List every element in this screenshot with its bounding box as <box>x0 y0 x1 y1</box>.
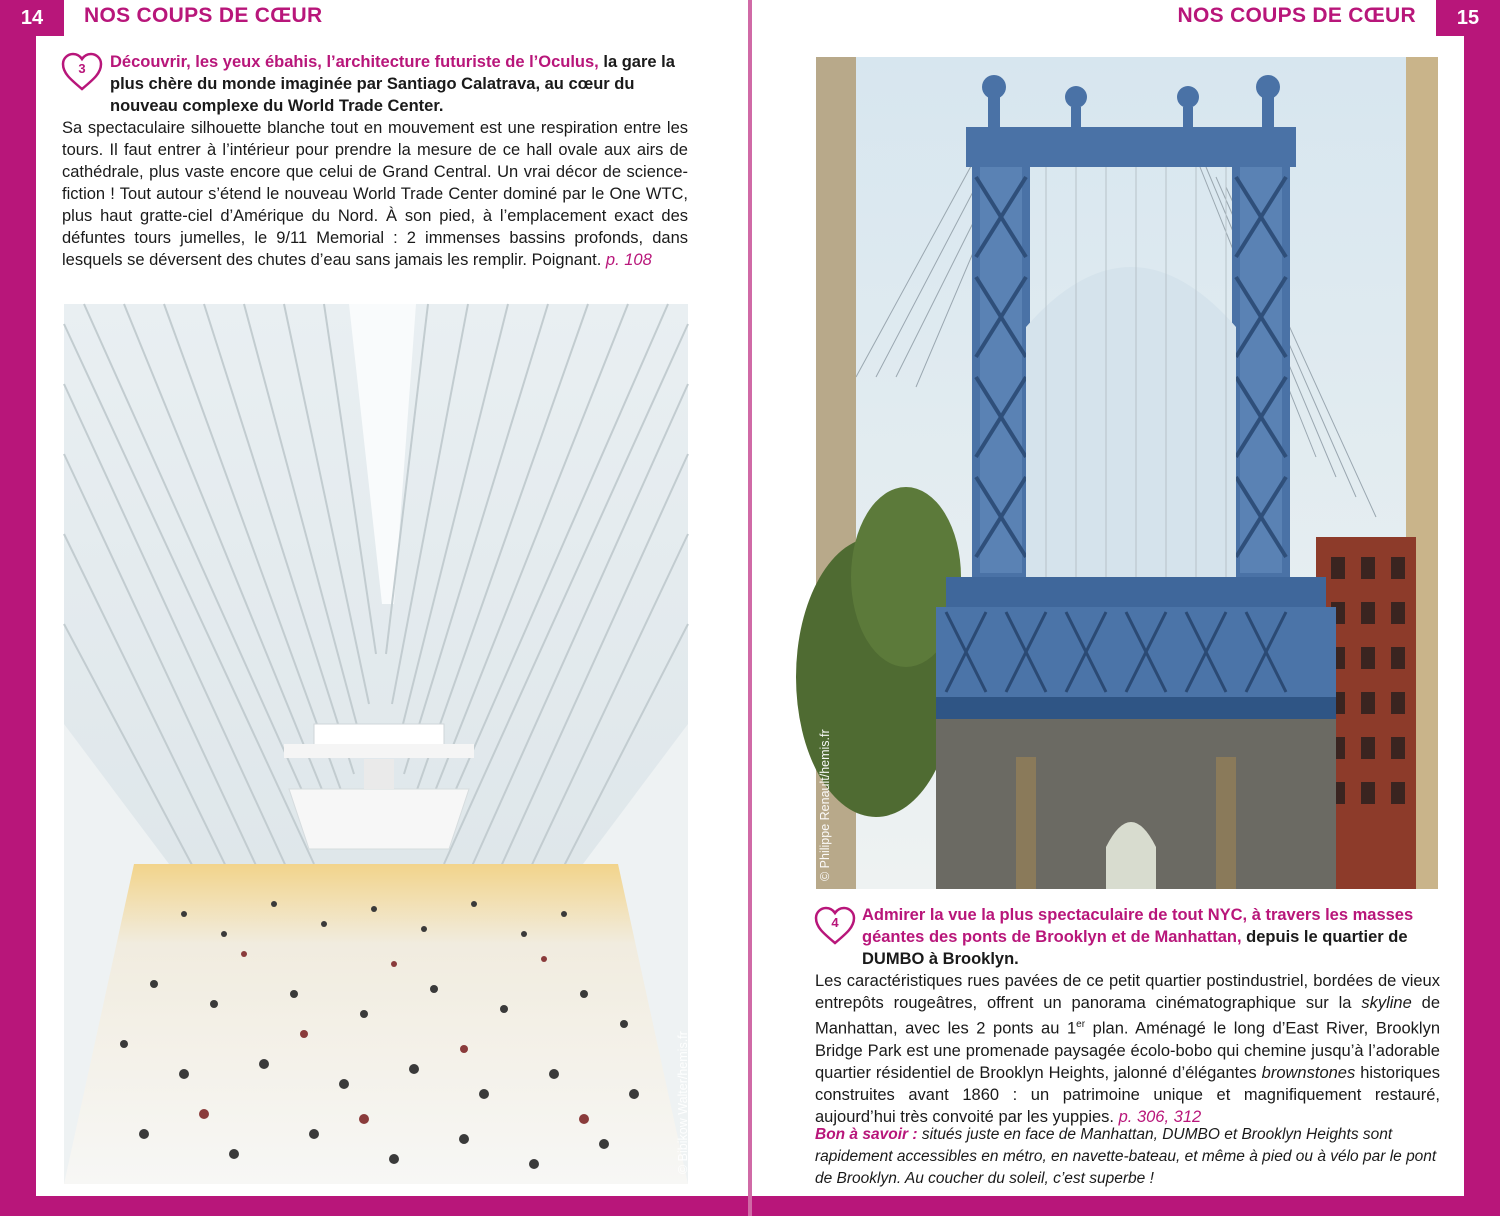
heart-number-icon <box>813 904 857 948</box>
tip-text: situés juste en face de Manhattan, DUMBO et Brooklyn Heights sont rapidement accessibles en métro, en navette-bateau, et même à pied ou à vélo par le pont de Brooklyn. Au coucher du soleil, c’est superbe ! <box>815 1126 1437 1187</box>
item-number-3: 3 <box>78 61 86 76</box>
item-4-body-brownstones: brownstones <box>1261 1063 1356 1082</box>
item-4-body-part-1: Les caractéristiques rues pavées de ce petit quartier postindustriel, bordées de vieux entrepôts rougeâtres, offrent un panorama cinématographique sur la <box>815 972 1440 1012</box>
tip-label: Bon à savoir : <box>815 1126 918 1143</box>
bridge-illustration <box>816 57 1438 889</box>
item-3-lead-highlight: Découvrir, les yeux ébahis, l’architecture futuriste de l’Oculus, <box>110 53 599 71</box>
item-3-body <box>62 117 688 271</box>
right-border <box>1464 0 1500 1216</box>
running-header-left: NOS COUPS DE CŒUR <box>84 4 323 27</box>
page-number-left: 14 <box>0 0 64 36</box>
item-number-4: 4 <box>831 915 839 930</box>
photo-credit-right: © Philippe Renault/hemis.fr <box>818 729 832 881</box>
oculus-photo <box>64 304 688 1184</box>
page-number-right: 15 <box>1436 0 1500 36</box>
oculus-illustration <box>64 304 688 1184</box>
item-3-lead <box>110 51 690 117</box>
manhattan-bridge-photo <box>816 57 1438 889</box>
heart-number-icon <box>60 50 104 94</box>
item-4-body-part-4: historiques construites avant 1860 : un patrimoine unique et magnifiquement restauré, aujourd’hui très convoité par les yuppies. <box>815 1063 1441 1126</box>
item-4-lead-highlight: Admirer la vue la plus spectaculaire de tout NYC, à travers les masses géantes des ponts de Brooklyn et de Manhattan, <box>862 906 1414 946</box>
page-gutter <box>748 0 752 1216</box>
item-4-body <box>815 970 1440 1128</box>
item-4-page-ref[interactable]: p. 306, 312 <box>1118 1107 1202 1126</box>
running-header-right: NOS COUPS DE CŒUR <box>1177 4 1416 27</box>
item-4-body-skyline: skyline <box>1361 994 1412 1012</box>
tip-box <box>815 1124 1440 1190</box>
item-4-lead <box>862 904 1440 970</box>
photo-credit-left: © Bibikow Walter/hemis.fr <box>676 1031 690 1174</box>
item-4-body-part-3: plan. Aménagé le long d’East River, Brooklyn Bridge Park est une promenade paysagée écolo-bobo qui chemine jusqu’à l’adorable quartier résidentiel de Brooklyn Heights, jalonné d’élégantes <box>815 1019 1441 1082</box>
item-3-page-ref[interactable]: p. 108 <box>605 251 652 269</box>
item-4-body-sup: er <box>1076 1019 1086 1030</box>
item-4-lead-rest: depuis le quartier de DUMBO à Brooklyn. <box>862 928 1408 968</box>
left-border <box>0 0 36 1216</box>
item-3-lead-rest: la gare la plus chère du monde imaginée par Santiago Calatrava, au cœur du nouveau complexe du World Trade Center. <box>110 53 675 115</box>
item-3-body-text: Sa spectaculaire silhouette blanche tout en mouvement est une respiration entre les tours. Il faut entrer à l’intérieur pour prendre la mesure de ce hall ovale aux airs de cathédrale, plus vaste encore que celui de Grand Central. Un vrai décor de science-fiction ! Tout autour s’étend le nouveau World Trade Center dominé par le One WTC, plus haut gratte-ciel d’Amérique du Nord. À son pied, à l’emplacement exact des défuntes tours jumelles, le 9/11 Memorial : 2 immenses bassins profonds, dans lesquels se déversent des chutes d’eau sans jamais les remplir. Poignant. <box>62 119 688 269</box>
item-4-body-part-2: de Manhattan, avec les 2 ponts au 1 <box>815 994 1440 1038</box>
